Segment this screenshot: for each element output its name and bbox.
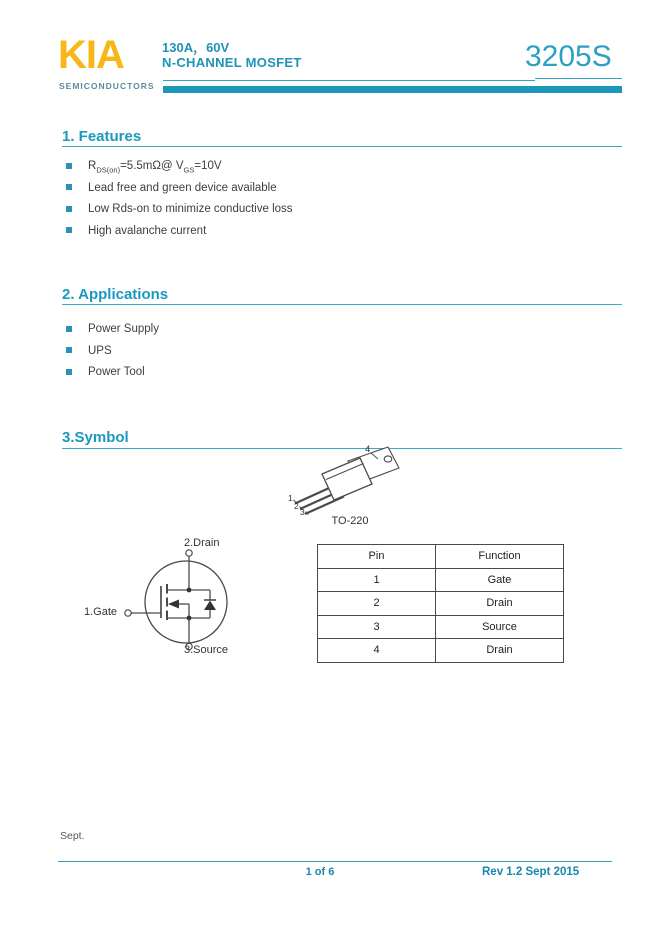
rdson-mid: =5.5mΩ@ V bbox=[120, 160, 184, 172]
vgs-subscript: GS bbox=[183, 165, 195, 175]
source-terminal-label: 3.Source bbox=[184, 644, 229, 656]
pin-cell: 1 bbox=[318, 568, 436, 592]
bullet-square-icon bbox=[66, 184, 72, 190]
rdson-suffix: =10V bbox=[194, 160, 222, 172]
table-header-row bbox=[318, 545, 564, 569]
bullet-square-icon bbox=[66, 347, 72, 353]
pin-callout-2: 2 bbox=[294, 500, 299, 511]
pin-function-table bbox=[317, 544, 564, 663]
part-number-underline bbox=[535, 78, 622, 79]
pin-column-header: Pin bbox=[318, 545, 436, 569]
gate-terminal-label: 1.Gate bbox=[84, 606, 118, 618]
bullet-square-icon bbox=[66, 206, 72, 212]
bullet-square-icon bbox=[66, 227, 72, 233]
table-row bbox=[318, 592, 564, 616]
drain-terminal-label: 2.Drain bbox=[184, 537, 220, 549]
pin-cell: 3 bbox=[318, 615, 436, 639]
function-column-header: Function bbox=[436, 545, 564, 569]
rdson-subscript: DS(on) bbox=[96, 165, 121, 175]
list-item bbox=[66, 202, 606, 218]
footer-date-note: Sept. bbox=[60, 830, 85, 842]
function-cell: Drain bbox=[436, 592, 564, 616]
revision-label: Rev 1.2 Sept 2015 bbox=[482, 866, 580, 878]
header-device-type: N-CHANNEL MOSFET bbox=[162, 55, 302, 70]
feature-text: Lead free and green device available bbox=[88, 181, 277, 194]
page-indicator: 1 of 6 bbox=[305, 866, 335, 878]
bullet-square-icon bbox=[66, 326, 72, 332]
list-item bbox=[66, 224, 606, 240]
list-item bbox=[66, 322, 606, 338]
mosfet-schematic bbox=[75, 533, 305, 658]
table-row bbox=[318, 615, 564, 639]
pin-cell: 2 bbox=[318, 592, 436, 616]
feature-text: High avalanche current bbox=[88, 224, 207, 237]
list-item bbox=[66, 159, 606, 175]
header-rating: 130A，60V bbox=[162, 40, 230, 55]
part-number: 3205S bbox=[525, 40, 612, 73]
application-text: Power Tool bbox=[88, 366, 145, 378]
feature-text bbox=[88, 159, 222, 173]
list-item bbox=[66, 344, 606, 360]
package-name-label: TO-220 bbox=[331, 515, 369, 527]
features-rule bbox=[62, 146, 622, 148]
table-row bbox=[318, 639, 564, 663]
footer-rule bbox=[58, 861, 612, 862]
header-accent-bar bbox=[163, 86, 622, 93]
brand-logo: KIA bbox=[58, 33, 124, 77]
application-text: Power Supply bbox=[88, 323, 159, 335]
table-row bbox=[318, 568, 564, 592]
features-title: 1. Features bbox=[62, 128, 142, 145]
pin-callout-1: 1 bbox=[288, 493, 293, 503]
brand-tagline: SEMICONDUCTORS bbox=[59, 81, 155, 91]
list-item bbox=[66, 181, 606, 197]
applications-rule bbox=[62, 304, 622, 306]
feature-text: Low Rds-on to minimize conductive loss bbox=[88, 203, 293, 215]
application-text: UPS bbox=[88, 344, 112, 357]
applications-title: 2. Applications bbox=[62, 286, 169, 303]
bullet-square-icon bbox=[66, 163, 72, 169]
bullet-square-icon bbox=[66, 369, 72, 375]
symbol-title: 3.Symbol bbox=[62, 429, 129, 446]
pin-cell: 4 bbox=[318, 639, 436, 663]
pin-callout-4: 4 bbox=[365, 444, 371, 455]
function-cell: Gate bbox=[436, 568, 564, 592]
list-item bbox=[66, 365, 606, 381]
pin-callout-3: 3 bbox=[300, 506, 305, 517]
rdson-prefix: R bbox=[88, 160, 97, 172]
function-cell: Source bbox=[436, 615, 564, 639]
function-cell: Drain bbox=[436, 639, 564, 663]
header-thin-rule bbox=[163, 80, 535, 81]
